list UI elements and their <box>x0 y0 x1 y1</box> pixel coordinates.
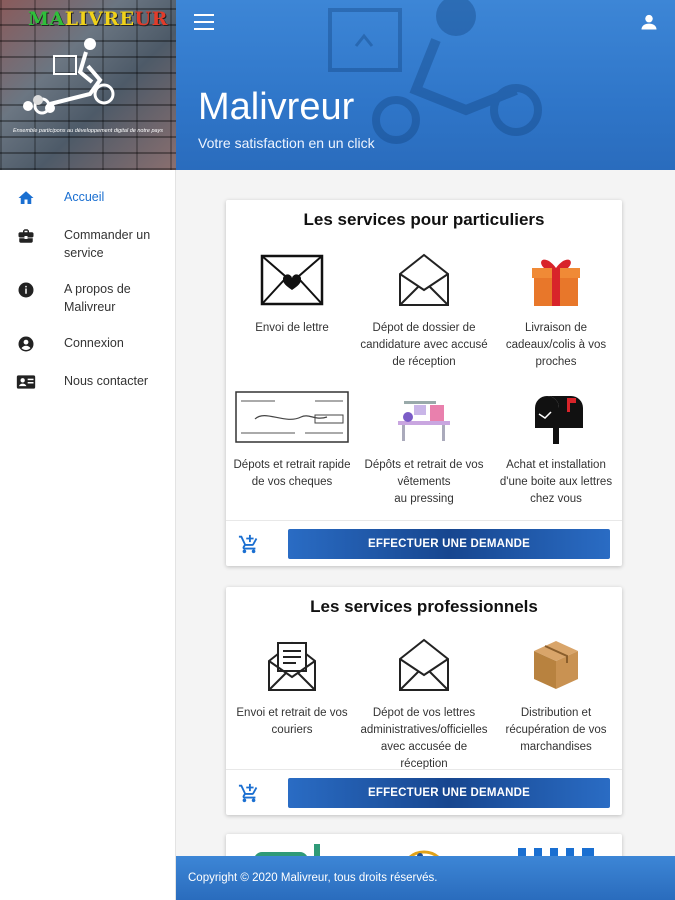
logo-part-1: MA <box>28 8 65 30</box>
service-item[interactable] <box>358 385 490 508</box>
envelope-icon <box>397 637 451 693</box>
arch-icon <box>394 840 454 856</box>
service-item[interactable] <box>226 385 358 508</box>
service-label: Envoi et retrait de vos couriers <box>236 707 348 736</box>
service-label: Dépot de vos lettres administratives/officielles avec accusée de réception <box>360 707 488 770</box>
sidebar-item-contact[interactable] <box>0 368 175 406</box>
sidebar-item-label: Connexion <box>64 336 124 350</box>
service-label: Distribution et récupération de vos marchandises <box>505 707 607 753</box>
page-title: Malivreur <box>198 86 355 128</box>
sidebar-item-apropos[interactable] <box>0 276 175 330</box>
main-content <box>176 170 675 856</box>
sidebar-item-accueil[interactable] <box>0 184 175 222</box>
card-footer <box>226 520 622 566</box>
services-professionnels-card <box>226 587 622 815</box>
service-item[interactable] <box>490 248 622 371</box>
contact-card-icon <box>16 372 36 392</box>
scooter-rider-icon <box>20 36 130 120</box>
app-header <box>176 0 675 170</box>
envelope-icon <box>397 252 451 308</box>
add-cart-icon[interactable] <box>238 782 260 804</box>
menu-icon[interactable] <box>194 14 214 30</box>
copyright-text: Copyright © 2020 Malivreur, tous droits réservés. <box>188 872 438 884</box>
briefcase-icon <box>16 226 36 246</box>
service-item[interactable] <box>358 840 490 856</box>
card-title: Les services pour particuliers <box>303 210 545 229</box>
storefront-icon <box>516 840 596 856</box>
sidebar-item-label: A propos de Malivreur <box>64 282 131 314</box>
service-label: Livraison de cadeaux/colis à vos proches <box>505 322 607 368</box>
brand-banner <box>0 0 176 170</box>
mailbox-icon <box>527 388 585 446</box>
gift-icon <box>530 252 582 308</box>
sidebar <box>0 0 176 900</box>
services-card-partial <box>226 834 622 856</box>
service-item[interactable] <box>490 840 622 856</box>
service-item[interactable] <box>226 248 358 371</box>
page-footer <box>176 856 675 900</box>
home-icon <box>16 188 36 208</box>
service-label: Dépôts et retrait de vos vêtements au pressing <box>364 459 484 505</box>
logo-part-2: LIVRE <box>64 8 135 30</box>
card-title: Les services professionnels <box>310 597 538 616</box>
effectuer-demande-button[interactable]: EFFECTUER UNE DEMANDE <box>288 778 610 808</box>
service-item[interactable] <box>226 633 358 773</box>
service-item[interactable] <box>226 840 358 856</box>
logo-part-3: UR <box>134 8 168 30</box>
sidebar-item-commander[interactable] <box>0 222 175 276</box>
brand-logo <box>28 8 168 30</box>
sidebar-item-label: Nous contacter <box>64 374 149 388</box>
effectuer-demande-button[interactable]: EFFECTUER UNE DEMANDE <box>288 529 610 559</box>
add-cart-icon[interactable] <box>238 533 260 555</box>
sidebar-item-connexion[interactable] <box>0 330 175 368</box>
service-label: Dépots et retrait rapide de vos cheques <box>233 459 351 488</box>
love-letter-icon <box>260 254 324 306</box>
bench-icon <box>252 840 332 856</box>
sidebar-nav <box>0 184 175 406</box>
package-icon <box>530 637 582 693</box>
card-footer <box>226 769 622 815</box>
info-icon <box>16 280 36 300</box>
cheque-icon <box>235 391 349 443</box>
service-item[interactable] <box>358 633 490 773</box>
user-icon[interactable] <box>639 12 659 32</box>
service-label: Envoi de lettre <box>255 322 329 334</box>
page-subtitle: Votre satisfaction en un click <box>198 135 375 151</box>
service-item[interactable] <box>358 248 490 371</box>
service-item[interactable] <box>490 633 622 773</box>
mail-document-icon <box>266 637 318 693</box>
sidebar-item-label: Accueil <box>64 190 105 204</box>
laundry-icon <box>394 391 454 443</box>
service-item[interactable] <box>490 385 622 508</box>
service-label: Dépot de dossier de candidature avec accusé de réception <box>360 322 488 368</box>
brand-tagline: Ensemble participons au développement digital de notre pays <box>12 128 164 134</box>
services-particuliers-card <box>226 200 622 566</box>
account-circle-icon <box>16 334 36 354</box>
service-label: Achat et installation d'une boite aux lettres chez vous <box>499 459 613 505</box>
sidebar-item-label: Commander un service <box>64 228 151 260</box>
